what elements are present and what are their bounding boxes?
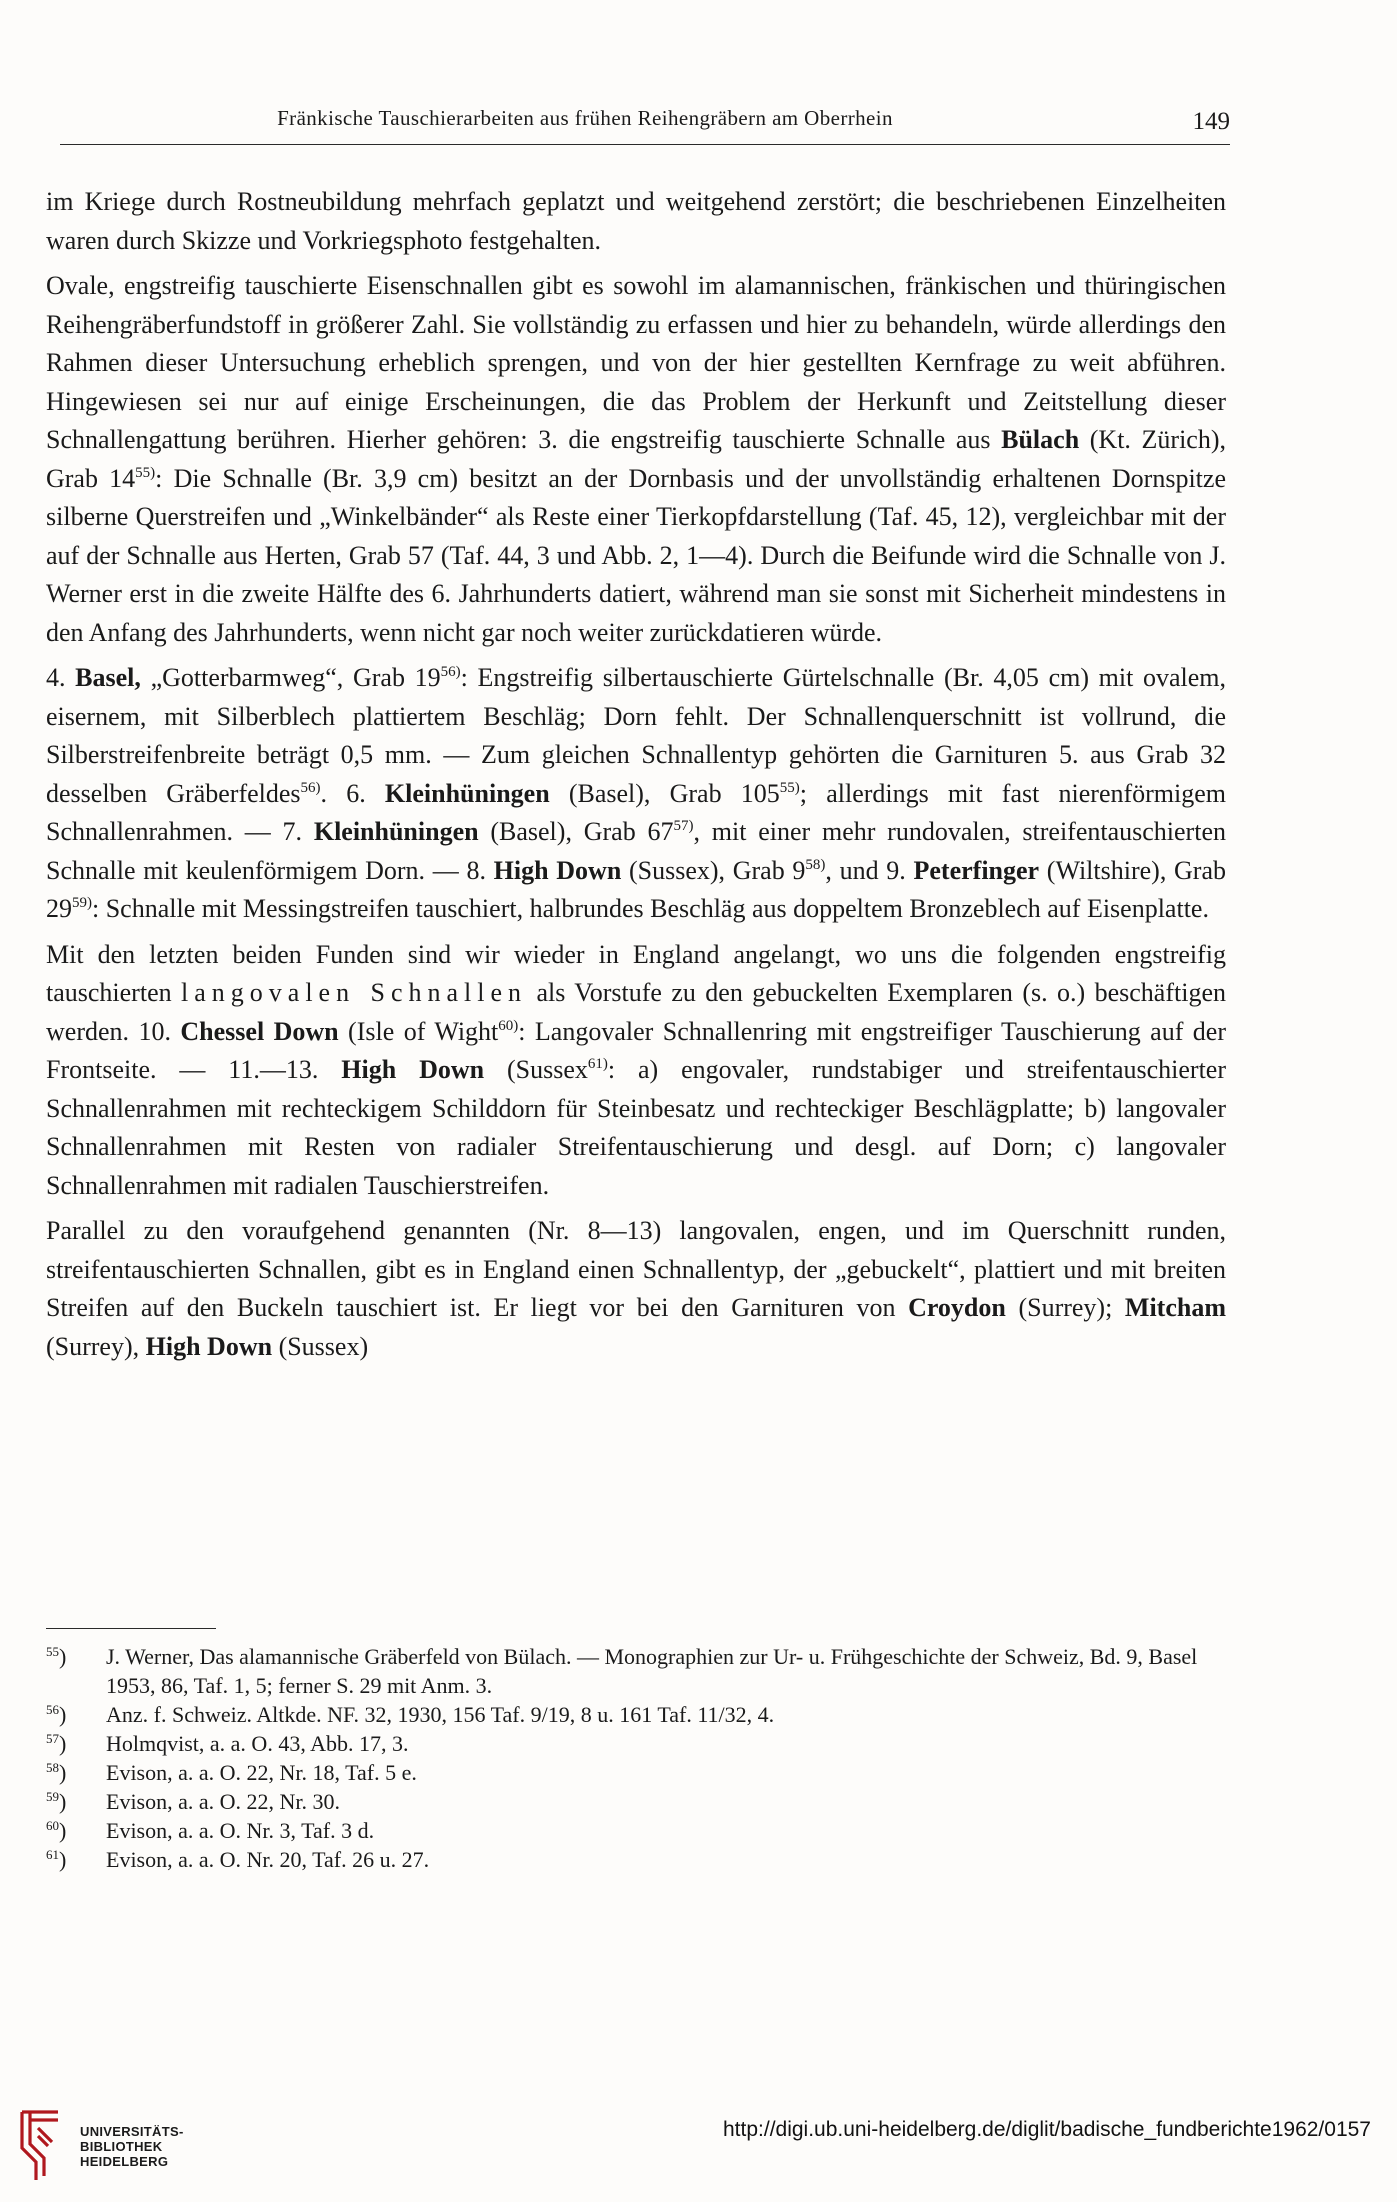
footnote-number: $^{56}$) bbox=[46, 1702, 67, 1727]
body-text bbox=[46, 183, 1226, 1373]
page-number: 149 bbox=[1192, 108, 1230, 135]
text-run: (Sussex), Grab 9 bbox=[621, 855, 806, 885]
site-name: Kleinhüningen bbox=[384, 778, 550, 808]
footnote-number-digits: 58 bbox=[46, 1760, 59, 1775]
text-run: (Basel), Grab 67 bbox=[478, 817, 674, 846]
footnote-divider bbox=[46, 1628, 216, 1629]
library-name-line: HEIDELBERG bbox=[80, 2154, 169, 2169]
text-run: (Surrey); bbox=[1005, 1293, 1125, 1322]
site-name: High Down bbox=[493, 855, 622, 885]
text-run: ; allerdings mit fast nierenförmigem Schnallenrahmen. — 7. bbox=[46, 778, 1227, 846]
footnote-number: $^{60}$) bbox=[46, 1818, 67, 1843]
footnote bbox=[46, 1816, 1226, 1845]
text-run: (Isle of Wight bbox=[338, 1016, 499, 1046]
spaced-emphasis: langovalen Schnallen bbox=[181, 978, 528, 1007]
footnote-number: $^{59}$) bbox=[46, 1789, 67, 1814]
text-run: : a) engovaler, rundstabiger und streifentauschierter Schnallenrahmen mit rechteckigem Schilddorn für Steinbesatz und rechteckiger Beschlägplatte; b) langovaler Schnallenrahmen mit Resten von radialer Streifentauschierung und desgl. auf Dorn; c) langovaler Schnallenrahmen mit radialen Tauschierstreifen. bbox=[46, 1055, 1226, 1200]
site-name: Mitcham bbox=[1124, 1293, 1227, 1322]
footnote-ref: 56) bbox=[300, 779, 321, 796]
permalink-url[interactable]: http://digi.ub.uni-heidelberg.de/diglit/badische_fundberichte1962/0157 bbox=[723, 2118, 1371, 2141]
paragraph bbox=[46, 267, 1226, 652]
site-name: Chessel Down bbox=[180, 1016, 339, 1046]
footnote-ref: 60) bbox=[498, 1017, 519, 1034]
footnote bbox=[46, 1758, 1226, 1787]
text-run: als Vorstufe zu den gebuckelten Exemplaren (s. o.) beschäftigen werden. 10. bbox=[46, 978, 1226, 1046]
page-header bbox=[60, 100, 1230, 145]
footnote-ref: 55) bbox=[135, 464, 156, 481]
text-run: (Surrey), bbox=[46, 1331, 146, 1361]
footnote-ref: 59) bbox=[72, 895, 92, 911]
site-name: High Down bbox=[341, 1055, 485, 1084]
site-name: Bülach bbox=[1001, 425, 1080, 454]
library-name-line: UNIVERSITÄTS- bbox=[80, 2124, 184, 2139]
footnote-number-digits: 59 bbox=[46, 1789, 59, 1804]
footnote-text: Evison, a. a. O. 22, Nr. 30. bbox=[106, 1789, 341, 1814]
footnote bbox=[46, 1700, 1226, 1729]
text-run: 4. bbox=[46, 663, 76, 692]
footnotes bbox=[46, 1642, 1226, 1874]
footnote-ref: 61) bbox=[587, 1056, 608, 1072]
paragraph bbox=[46, 183, 1226, 260]
footnote bbox=[46, 1729, 1226, 1758]
footnote-text: Evison, a. a. O. 22, Nr. 18, Taf. 5 e. bbox=[106, 1760, 417, 1785]
footnote-text: Evison, a. a. O. Nr. 20, Taf. 26 u. 27. bbox=[106, 1847, 430, 1872]
text-run: (Kt. Zürich), Grab 14 bbox=[46, 425, 1226, 493]
footnote-text: Evison, a. a. O. Nr. 3, Taf. 3 d. bbox=[106, 1818, 375, 1843]
site-name: Croydon bbox=[908, 1293, 1006, 1322]
site-name: High Down bbox=[145, 1331, 273, 1361]
footnote bbox=[46, 1787, 1226, 1816]
text-run: , und 9. bbox=[825, 855, 914, 885]
footnote bbox=[46, 1642, 1226, 1700]
text-run: , mit einer mehr rundovalen, streifentauschierten Schnalle mit keulenförmigem Dorn. — 8. bbox=[46, 817, 1226, 885]
footnote-number-digits: 61 bbox=[46, 1847, 59, 1862]
footnote-text: Anz. f. Schweiz. Altkde. NF. 32, 1930, 156 Taf. 9/19, 8 u. 161 Taf. 11/32, 4. bbox=[106, 1702, 775, 1727]
library-name bbox=[80, 2124, 184, 2169]
text-run: Mit den letzten beiden Funden sind wir wieder in England angelangt, wo uns die folgenden engstreifig tauschierten bbox=[46, 939, 1226, 1007]
footnote bbox=[46, 1845, 1226, 1874]
text-run: : Engstreifig silbertauschierte Gürtelschnalle (Br. 4,05 cm) mit ovalem, eisernem, mit Silberblech plattiertem Beschläg; Dorn fehlt. Der Schnallenquerschnitt ist vollrund, die Silberstreifenbreite beträgt 0,5 mm. — Zum gleichen Schnallentyp gehörten die Garnituren 5. aus Grab 32 desselben Gräberfeldes bbox=[46, 663, 1227, 808]
site-name: Kleinhüningen bbox=[313, 817, 479, 846]
text-run: (Wiltshire), Grab 29 bbox=[46, 855, 1226, 923]
text-run: „Gotterbarmweg“, Grab 19 bbox=[140, 663, 441, 692]
footnote-number-digits: 60 bbox=[46, 1818, 59, 1833]
text-run: (Sussex) bbox=[272, 1331, 369, 1361]
paragraph bbox=[46, 659, 1226, 929]
running-title: Fränkische Tauschierarbeiten aus frühen Reihengräbern am Oberrhein bbox=[277, 106, 893, 130]
library-name-line: BIBLIOTHEK bbox=[80, 2139, 163, 2154]
text-run: (Basel), Grab 105 bbox=[549, 778, 780, 808]
paragraph bbox=[46, 936, 1226, 1206]
text-run: Parallel zu den voraufgehend genannten (Nr. 8—13) langovalen, engen, und im Querschnitt runden, streifentauschierten Schnallen, gibt es in England einen Schnallentyp, der „gebuckelt“, plattiert und mit breiten Streifen auf den Buckeln tauschiert ist. Er liegt vor bei den Garnituren von bbox=[46, 1216, 1226, 1322]
footnote-ref: 57) bbox=[673, 818, 694, 834]
footnote-number-digits: 57 bbox=[46, 1731, 59, 1746]
text-run: : Langovaler Schnallenring mit engstreifiger Tauschierung auf der Frontseite. — 11.—13. bbox=[46, 1016, 1226, 1084]
text-run: : Die Schnalle (Br. 3,9 cm) besitzt an der Dornbasis und der unvollständig erhaltenen Dornspitze silberne Querstreifen und „Winkelbänder“ als Reste einer Tierkopfdarstellung (Taf. 45, 12), vergleichbar mit der auf der Schnalle aus Herten, Grab 57 (Taf. 44, 3 und Abb. 2, 1—4). Durch die Beifunde wird die Schnalle von J. Werner erst in die zweite Hälfte des 6. Jahrhunderts datiert, während man sie sonst mit Sicherheit mindestens in den Anfang des Jahrhunderts, wenn nicht gar noch weiter zurückdatieren würde. bbox=[46, 463, 1226, 647]
footnote-number-digits: 55 bbox=[46, 1644, 59, 1659]
footnote-number: $^{57}$) bbox=[46, 1731, 67, 1756]
footnote-number: $^{58}$) bbox=[46, 1760, 67, 1785]
text-run: im Kriege durch Rostneubildung mehrfach geplatzt und weitgehend zerstört; die beschriebenen Einzelheiten waren durch Skizze und Vorkriegsphoto festgehalten. bbox=[46, 187, 1226, 255]
footnote-number-digits: 56 bbox=[46, 1702, 59, 1717]
footnote-ref: 58) bbox=[805, 856, 826, 873]
text-run: : Schnalle mit Messingstreifen tauschiert, halbrundes Beschläg aus doppeltem Bronzeblech auf Eisenplatte. bbox=[92, 894, 1209, 923]
footnote-text: J. Werner, Das alamannische Gräberfeld von Bülach. — Monographien zur Ur- u. Frühgeschichte der Schweiz, Bd. 9, Basel 1953, 86, Taf. 1, 5; ferner S. 29 mit Anm. 3. bbox=[106, 1644, 1198, 1698]
site-name: Peterfinger bbox=[913, 855, 1040, 885]
footnote-number: $^{55}$) bbox=[46, 1644, 67, 1669]
footnote-ref: 56) bbox=[440, 664, 461, 680]
site-name: Basel, bbox=[75, 663, 141, 692]
library-logo-icon bbox=[14, 2108, 70, 2184]
footnote-ref: 55) bbox=[779, 779, 800, 796]
paragraph bbox=[46, 1212, 1226, 1366]
text-run: (Sussex bbox=[484, 1055, 588, 1084]
text-run: . 6. bbox=[320, 778, 385, 808]
footnote-number: $^{61}$) bbox=[46, 1847, 67, 1872]
text-run: Ovale, engstreifig tauschierte Eisenschnallen gibt es sowohl im alamannischen, fränkischen und thüringischen Reihengräberfundstoff in größerer Zahl. Sie vollständig zu erfassen und hier zu behandeln, würde allerdings den Rahmen dieser Untersuchung erheblich sprengen, und von der hier gestellten Kernfrage zu weit abführen. Hingewiesen sei nur auf einige Erscheinungen, die das Problem der Herkunft und Zeitstellung dieser Schnallengattung berühren. Hierher gehören: 3. die engstreifig tauschierte Schnalle aus bbox=[46, 271, 1226, 454]
footnote-text: Holmqvist, a. a. O. 43, Abb. 17, 3. bbox=[106, 1731, 409, 1756]
